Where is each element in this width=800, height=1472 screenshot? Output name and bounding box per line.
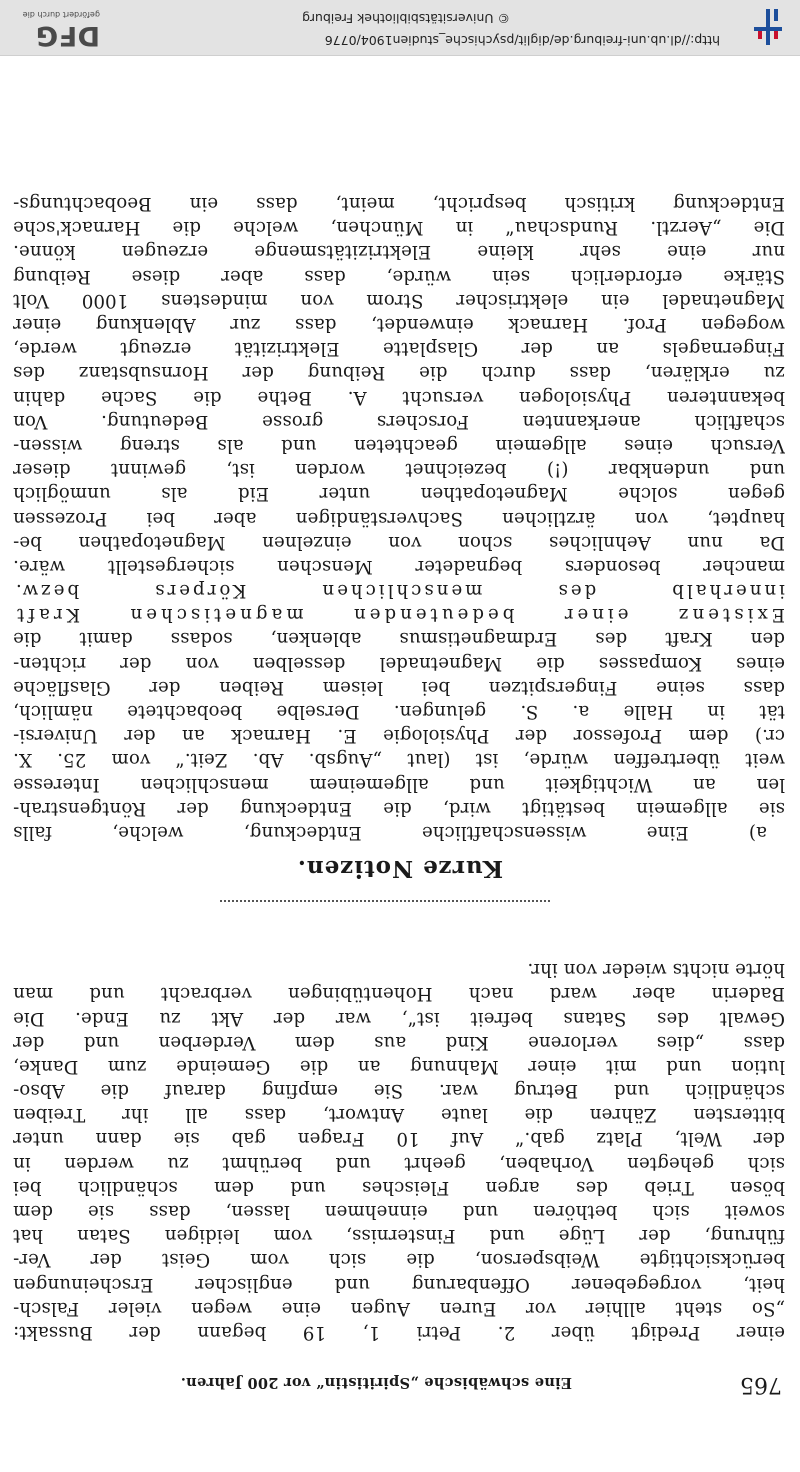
section-heading: Kurze Notizen. (296, 855, 504, 882)
section-separator (220, 900, 550, 902)
text-line: weit übertreffen würde, ist (laut „Augsb. Ab. Zeit.“ vom 25. X. (13, 749, 785, 771)
text-line: heit, vorgegebener Offenbarung und englischer Erscheinungen (13, 1273, 785, 1295)
footer-bar (0, 0, 800, 56)
text-line: tät in Halle a. S. gelungen. Derselbe beobachtete nämlich, (13, 701, 785, 723)
text-line: bittersten Zähren die laute Antwort, dass all ihr Treiben (13, 1104, 785, 1126)
text-line: nur eine sehr kleine Elektrizitätsmenge erzeugen könne. (13, 241, 785, 263)
text-line: Existenz einer bedeutenden magnetischen Kraft (13, 604, 785, 626)
text-line: berücksichtigte Weibsperson, die sich vom Geist der Ver- (13, 1249, 785, 1271)
text-line: Gewalt des Satans befreit ist“, war der Akt zu Ende. Die (13, 1007, 785, 1029)
dfg-logo-text: DFG (35, 20, 100, 51)
running-title: Eine schwäbische „Spiritistin“ vor 200 Jahren. (180, 1374, 572, 1391)
text-block-1 (13, 957, 785, 1344)
text-line: Versuch eines allgemein geachteten und als streng wissen- (13, 435, 785, 456)
source-url-link[interactable]: http://dl.ub.uni-freiburg.de/diglit/psychische_studien1904/0776 (324, 33, 720, 48)
text-line: dass „dies verlorene Kind aus dem Verderben und der (13, 1031, 785, 1053)
copyright-notice: © Universitätsbibliothek Freiburg (302, 11, 510, 26)
text-line: sich gehegten Vorhaben, geehrt und berühmt zu werden in (13, 1152, 785, 1174)
text-line: wogegen Prof. Harnack einwendet, dass zur Ablenkung einer (13, 314, 785, 336)
text-line: Baderin aber ward nach Hohentübingen verbracht und man (13, 983, 785, 1005)
text-line: zu erklären, dass durch die Reibung der Hornsubstanz des (13, 362, 785, 384)
text-line: cr.) dem Professor der Physiologie E. Harnack an der Universi- (13, 725, 785, 747)
text-line: schaftlich anerkannten Forschers grosse Bedeutung. Von (13, 410, 785, 432)
page-number: 765 (740, 1372, 782, 1397)
text-line: den Kraft des Erdmagnetismus ablenken, sodass damit die (13, 628, 785, 650)
text-line: a) Eine wissenschaftliche Entdeckung, welche, falls (13, 822, 767, 843)
text-line: Fingernagels an der Glasplatte Elektrizität erzeugt werde, (13, 338, 785, 360)
text-line: lution und mit einer Mahnung an die Gemeinde zum Danke, (13, 1055, 785, 1077)
text-line: gegen solche Magnetopathen unter Eid als unmöglich (13, 483, 785, 505)
text-line: schändlich und Betrug war. Sie empfing darauf die Abso- (13, 1080, 785, 1102)
text-line: sie allgemein bestätigt wird, die Entdeckung der Röntgenstrah- (13, 797, 785, 819)
text-line: bösen Trieb des argen Fleisches und dem schändlich bei (13, 1176, 785, 1198)
text-line: und undenkbar (!) bezeichnet worden ist, gewinnt dieser (13, 459, 785, 481)
text-line: hauptet, von ärztlichen Sachverständigen aber bei Prozessen (13, 507, 785, 529)
text-line: Die „Aerztl. Rundschau“ in München, welche die Harnack'sche (13, 217, 785, 239)
running-head (22, 1363, 782, 1397)
text-line: Stärke erforderlich sein würde, dass aber diese Reibung (13, 265, 785, 287)
text-line: mancher besonders begnadeter Menschen sichergestellt wäre. (13, 555, 785, 577)
text-line: der Welt, Platz gab.“ Auf 10 Fragen gab sie dann unter (13, 1128, 785, 1150)
text-line: Da nun Aehnliches schon von einzelnen Magnetopathen be- (13, 531, 785, 553)
text-line: hörte nichts wieder von ihr. (527, 959, 785, 981)
text-line: führung, der Lüge und Finsterniss, vom leidigen Satan hat (13, 1225, 785, 1247)
text-line: soweit sich bethören und einnehmen lassen, dass sie dem (13, 1201, 785, 1223)
text-line: Entdeckung kritisch bespricht, meint, dass ein Beobachtungs- (13, 193, 785, 215)
ub-freiburg-logo-icon (750, 9, 786, 45)
text-line: innerhalb des menschlichen Körpers bezw. (13, 580, 785, 602)
dfg-logo (10, 7, 100, 51)
text-line: len an Wichtigkeit und allgemeinem menschlichen Interesse (13, 773, 785, 795)
dfg-tagline: gefördert durch die (22, 10, 100, 19)
text-line: eines Kompasses die Magnetnadel desselben von der richten- (13, 652, 785, 674)
text-line: einer Predigt über 2. Petri 1, 19 begann der Bussakt: (13, 1322, 785, 1343)
text-block-2 (13, 191, 785, 844)
text-line: Magnetnadel ein elektrischer Strom von mindestens 1000 Volt (13, 289, 785, 311)
text-line: bekannteren Physiologen versucht A. Bethe die Sache dahin (13, 386, 785, 408)
text-line: dass seine Fingerspitzen bei leisem Reiben der Glasfläche (13, 676, 785, 698)
text-line: „So steht allhier vor Euren Augen eine wegen vieler Falsch- (13, 1297, 785, 1319)
